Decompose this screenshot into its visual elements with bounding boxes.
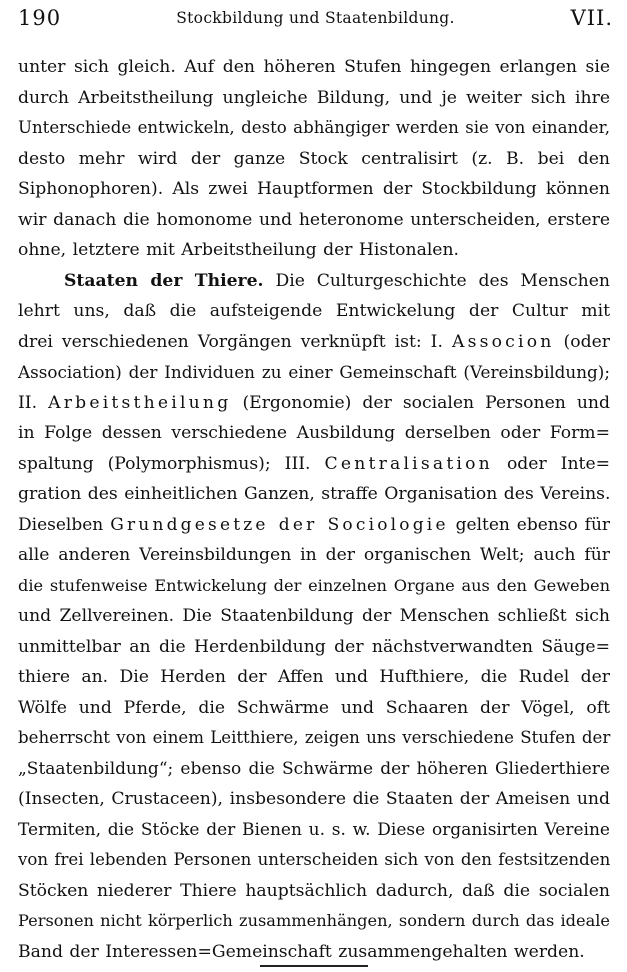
emphasis-term: Centralisation bbox=[324, 453, 493, 474]
text-line: desto mehr wird der ganze Stock centralisirt (z. B. bei den bbox=[18, 148, 610, 169]
page-number: 190 bbox=[18, 6, 62, 30]
text-line: beherrscht von einem Leitthiere, zeigen uns verschiedene Stufen der bbox=[18, 728, 611, 747]
bottom-rule bbox=[260, 965, 368, 967]
text-line: Association) der Individuen zu einer Gemeinschaft (Vereinsbildung); bbox=[18, 362, 610, 382]
text-run: (oder bbox=[563, 331, 610, 352]
emphasis-term: Arbeitstheilung bbox=[48, 392, 232, 413]
text-line: Unterschiede entwickeln, desto abhängiger werden sie von einander, bbox=[18, 118, 610, 137]
text-run: spaltung (Polymorphismus); III. bbox=[18, 453, 311, 474]
chapter-number: VII. bbox=[570, 6, 613, 30]
text-line bbox=[18, 388, 610, 419]
text-run: oder Inte= bbox=[506, 453, 611, 474]
text-line: Stöcken niederer Thiere hauptsächlich dadurch, daß die socialen bbox=[18, 880, 610, 901]
text-line bbox=[18, 449, 610, 480]
text-line: in Folge dessen verschiedene Ausbildung derselben oder Form= bbox=[18, 423, 610, 443]
text-line: Personen nicht körperlich zusammenhängen, sondern durch das ideale bbox=[18, 911, 610, 930]
text-line: Termiten, die Stöcke der Bienen u. s. w. Diese organisirten Vereine bbox=[18, 819, 610, 840]
text-line bbox=[18, 327, 610, 358]
text-line: ohne, letztere mit Arbeitstheilung der Histonalen. bbox=[18, 240, 460, 260]
text-line: Wölfe und Pferde, die Schwärme und Schaaren der Vögel, oft bbox=[18, 697, 610, 718]
text-run: (Ergonomie) der socialen Personen und bbox=[242, 392, 610, 413]
text-line bbox=[18, 510, 610, 541]
section-heading: Staaten der Thiere. bbox=[64, 270, 264, 291]
text-line: und Zellvereinen. Die Staatenbildung der Menschen schließt sich bbox=[18, 606, 610, 626]
text-run: Die Culturgeschichte des Menschen bbox=[275, 270, 610, 291]
text-line: wir danach die homonome und heteronome unterscheiden, erstere bbox=[18, 209, 610, 230]
text-line: die stufenweise Entwickelung der einzelnen Organe aus den Geweben bbox=[18, 575, 610, 595]
text-line: thiere an. Die Herden der Affen und Hufthiere, die Rudel der bbox=[18, 667, 610, 687]
text-line bbox=[18, 266, 610, 297]
text-run: gelten ebenso für bbox=[455, 514, 611, 535]
text-run: drei verschiedenen Vorgängen verknüpft ist: I. bbox=[18, 331, 443, 352]
text-line: gration des einheitlichen Ganzen, straffe Organisation des Vereins. bbox=[18, 484, 611, 504]
running-head bbox=[18, 6, 613, 36]
text-line: „Staatenbildung“; ebenso die Schwärme der höheren Gliederthiere bbox=[18, 758, 610, 779]
text-line: lehrt uns, daß die aufsteigende Entwickelung der Cultur mit bbox=[18, 301, 610, 321]
text-run: Dieselben bbox=[18, 514, 104, 535]
emphasis-term: Associon bbox=[451, 331, 555, 352]
paragraph-stockbildung bbox=[18, 52, 610, 266]
text-line: durch Arbeitstheilung ungleiche Bildung, und je weiter sich ihre bbox=[18, 87, 610, 108]
body-text bbox=[18, 52, 610, 967]
text-line: unter sich gleich. Auf den höheren Stufen hingegen erlangen sie bbox=[18, 57, 610, 77]
text-line: von frei lebenden Personen unterscheiden sich von den festsitzenden bbox=[18, 850, 611, 869]
text-line: (Insecten, Crustaceen), insbesondere die Staaten der Ameisen und bbox=[18, 789, 610, 809]
text-line: alle anderen Vereinsbildungen in der organischen Welt; auch für bbox=[18, 545, 610, 565]
text-line: Siphonophoren). Als zwei Hauptformen der Stockbildung können bbox=[18, 179, 610, 199]
text-run: II. bbox=[18, 392, 38, 413]
emphasis-term: Grundgesetze der Sociologie bbox=[110, 514, 449, 535]
text-line: Band der Interessen=Gemeinschaft zusammengehalten werden. bbox=[18, 941, 585, 962]
text-line: unmittelbar an die Herdenbildung der nächstverwandten Säuge= bbox=[18, 636, 610, 657]
running-title: Stockbildung und Staatenbildung. bbox=[176, 9, 455, 27]
paragraph-staaten-der-thiere bbox=[18, 266, 610, 968]
